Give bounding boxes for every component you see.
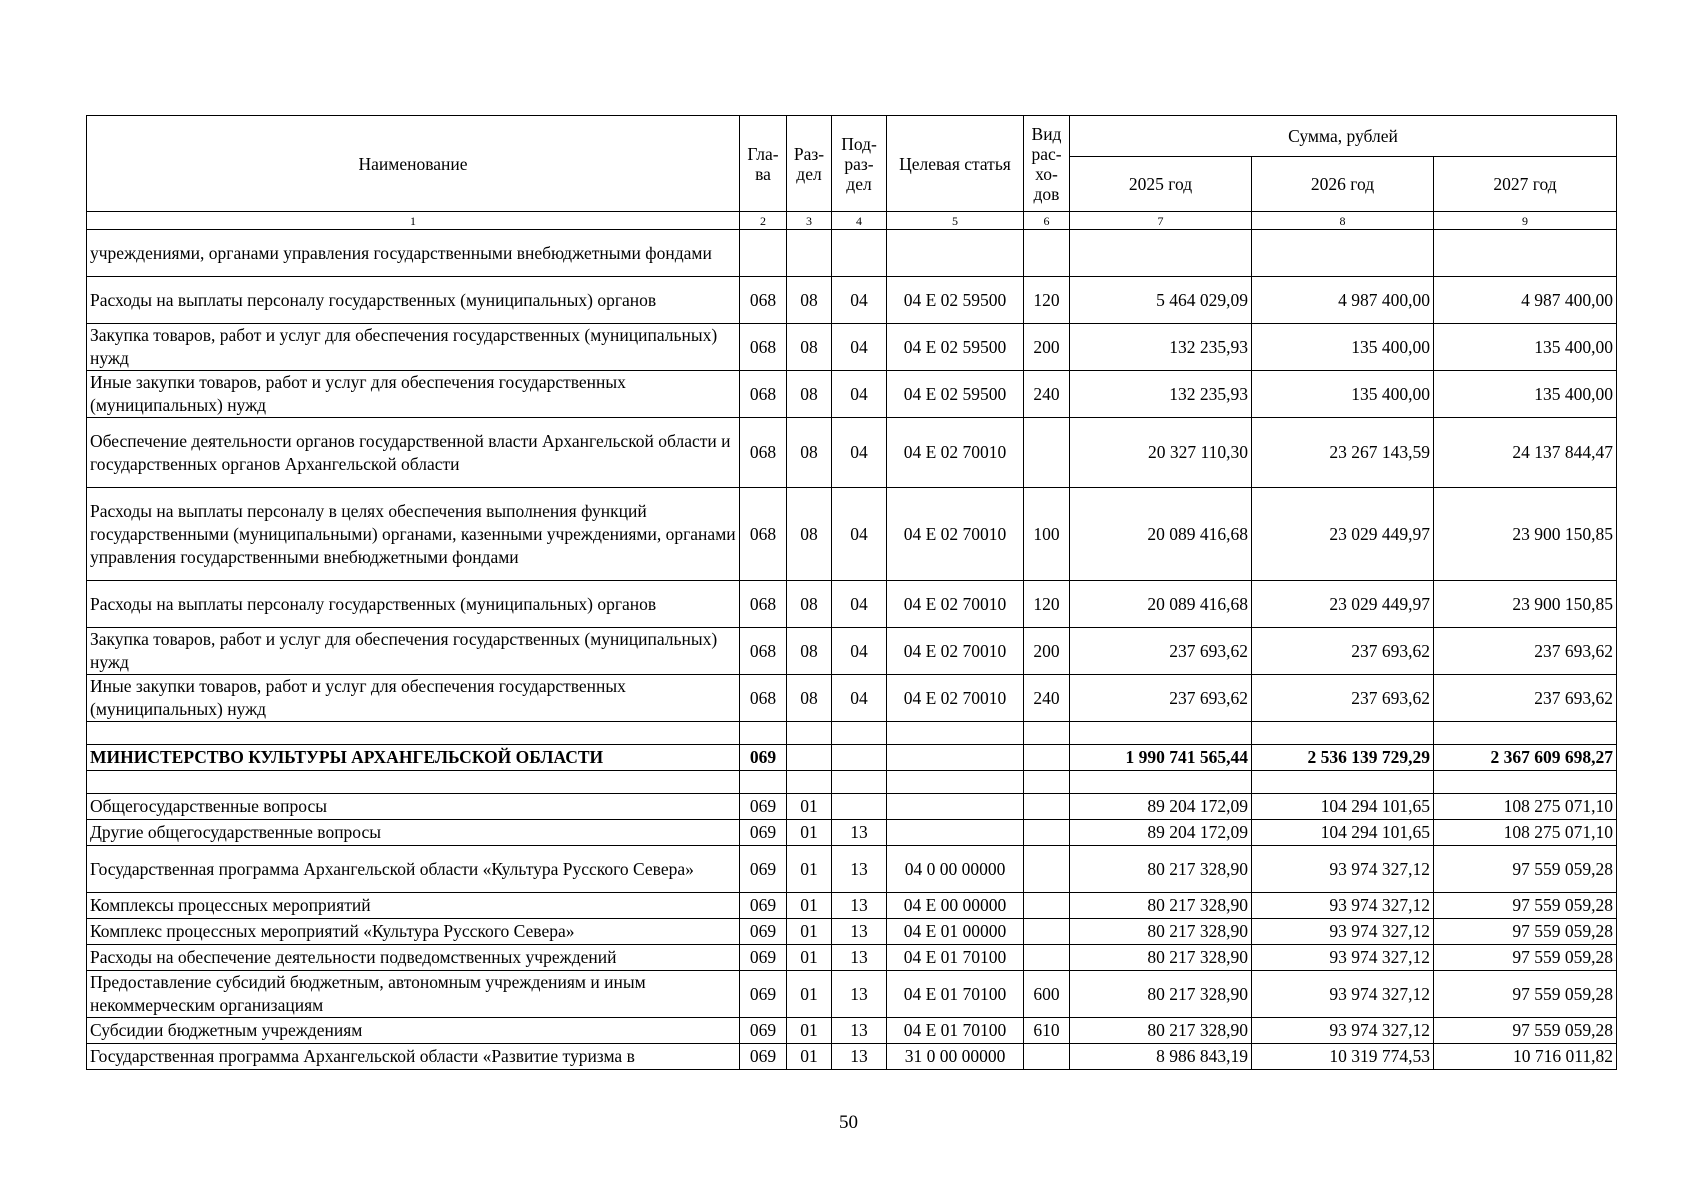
cell-name: Обеспечение деятельности органов государственной власти Архангельской области и государственных органов Архангельской области (87, 418, 740, 488)
cell-podrazdel: 04 (832, 277, 887, 324)
cell-glava: 068 (740, 675, 787, 722)
cell-sum-2026: 2 536 139 729,29 (1252, 745, 1434, 771)
header-razdel: Раз-дел (787, 116, 832, 212)
cell-razdel: 01 (787, 919, 832, 945)
cell-razdel: 01 (787, 945, 832, 971)
cell-name: МИНИСТЕРСТВО КУЛЬТУРЫ АРХАНГЕЛЬСКОЙ ОБЛАСТИ (87, 745, 740, 771)
header-glava: Гла-ва (740, 116, 787, 212)
cell-sum-2026: 93 974 327,12 (1252, 945, 1434, 971)
cell-sum-2027: 97 559 059,28 (1434, 846, 1617, 893)
cell-sum-2026: 93 974 327,12 (1252, 893, 1434, 919)
cell-sum-2027: 108 275 071,10 (1434, 820, 1617, 846)
cell-vid-rashodov (1024, 722, 1070, 745)
cell-name: Другие общегосударственные вопросы (87, 820, 740, 846)
cell-podrazdel: 13 (832, 893, 887, 919)
cell-podrazdel: 13 (832, 846, 887, 893)
cell-sum-2025: 80 217 328,90 (1070, 945, 1252, 971)
cell-razdel: 01 (787, 820, 832, 846)
table-row (87, 971, 1617, 1018)
cell-name: учреждениями, органами управления государственными внебюджетными фондами (87, 230, 740, 277)
cell-sum-2025: 80 217 328,90 (1070, 846, 1252, 893)
cell-celevaya-statya: 04 Е 01 00000 (887, 919, 1024, 945)
table-row (87, 581, 1617, 628)
cell-name: Субсидии бюджетным учреждениям (87, 1018, 740, 1044)
cell-podrazdel: 04 (832, 488, 887, 581)
cell-sum-2027: 135 400,00 (1434, 324, 1617, 371)
cell-razdel: 01 (787, 1018, 832, 1044)
cell-razdel: 08 (787, 488, 832, 581)
table-row (87, 771, 1617, 794)
cell-sum-2026: 237 693,62 (1252, 628, 1434, 675)
cell-razdel (787, 230, 832, 277)
table-row (87, 230, 1617, 277)
cell-sum-2027: 135 400,00 (1434, 371, 1617, 418)
table-row (87, 324, 1617, 371)
cell-celevaya-statya: 04 Е 02 70010 (887, 581, 1024, 628)
cell-vid-rashodov: 120 (1024, 581, 1070, 628)
table-row (87, 846, 1617, 893)
cell-sum-2025: 8 986 843,19 (1070, 1044, 1252, 1070)
cell-sum-2027: 23 900 150,85 (1434, 488, 1617, 581)
cell-name (87, 771, 740, 794)
cell-podrazdel: 04 (832, 628, 887, 675)
table-row (87, 418, 1617, 488)
cell-podrazdel: 13 (832, 820, 887, 846)
cell-glava: 068 (740, 628, 787, 675)
cell-glava: 069 (740, 745, 787, 771)
cell-sum-2026: 23 267 143,59 (1252, 418, 1434, 488)
cell-glava (740, 230, 787, 277)
cell-sum-2025 (1070, 771, 1252, 794)
table-row (87, 919, 1617, 945)
cell-name: Расходы на обеспечение деятельности подведомственных учреждений (87, 945, 740, 971)
cell-vid-rashodov (1024, 418, 1070, 488)
cell-sum-2027: 97 559 059,28 (1434, 971, 1617, 1018)
cell-celevaya-statya (887, 820, 1024, 846)
cell-razdel (787, 771, 832, 794)
cell-vid-rashodov (1024, 230, 1070, 277)
cell-sum-2025: 89 204 172,09 (1070, 794, 1252, 820)
cell-name: Общегосударственные вопросы (87, 794, 740, 820)
cell-sum-2025: 20 089 416,68 (1070, 581, 1252, 628)
cell-razdel: 01 (787, 794, 832, 820)
cell-razdel: 01 (787, 1044, 832, 1070)
cell-glava: 069 (740, 893, 787, 919)
cell-glava: 069 (740, 919, 787, 945)
cell-vid-rashodov: 100 (1024, 488, 1070, 581)
column-number: 2 (740, 212, 787, 230)
cell-glava: 069 (740, 945, 787, 971)
cell-glava: 069 (740, 820, 787, 846)
cell-sum-2025: 237 693,62 (1070, 628, 1252, 675)
cell-sum-2027 (1434, 230, 1617, 277)
cell-razdel: 08 (787, 277, 832, 324)
cell-podrazdel (832, 722, 887, 745)
table-row (87, 371, 1617, 418)
cell-vid-rashodov: 240 (1024, 371, 1070, 418)
cell-vid-rashodov: 120 (1024, 277, 1070, 324)
cell-sum-2025: 237 693,62 (1070, 675, 1252, 722)
cell-celevaya-statya: 31 0 00 00000 (887, 1044, 1024, 1070)
table-row (87, 722, 1617, 745)
header-year-2026: 2026 год (1252, 157, 1434, 212)
cell-sum-2025 (1070, 722, 1252, 745)
cell-sum-2027: 97 559 059,28 (1434, 919, 1617, 945)
cell-celevaya-statya: 04 Е 02 59500 (887, 371, 1024, 418)
header-podrazdel: Под-раз-дел (832, 116, 887, 212)
cell-vid-rashodov: 240 (1024, 675, 1070, 722)
cell-sum-2025: 5 464 029,09 (1070, 277, 1252, 324)
table-row (87, 893, 1617, 919)
table-row (87, 820, 1617, 846)
table-row (87, 794, 1617, 820)
cell-sum-2025: 80 217 328,90 (1070, 971, 1252, 1018)
cell-name: Расходы на выплаты персоналу государственных (муниципальных) органов (87, 581, 740, 628)
column-numbers-row (87, 212, 1617, 230)
column-number: 4 (832, 212, 887, 230)
cell-podrazdel: 04 (832, 324, 887, 371)
cell-razdel: 01 (787, 893, 832, 919)
cell-sum-2025: 1 990 741 565,44 (1070, 745, 1252, 771)
table-row (87, 1018, 1617, 1044)
table-row (87, 745, 1617, 771)
cell-podrazdel: 04 (832, 675, 887, 722)
cell-sum-2026 (1252, 722, 1434, 745)
table-row (87, 1044, 1617, 1070)
cell-name: Предоставление субсидий бюджетным, автономным учреждениям и иным некоммерческим организациям (87, 971, 740, 1018)
cell-sum-2026: 23 029 449,97 (1252, 581, 1434, 628)
table-row (87, 628, 1617, 675)
cell-sum-2025: 132 235,93 (1070, 371, 1252, 418)
cell-podrazdel: 13 (832, 1044, 887, 1070)
cell-celevaya-statya: 04 Е 02 59500 (887, 277, 1024, 324)
cell-sum-2026: 135 400,00 (1252, 324, 1434, 371)
cell-celevaya-statya: 04 Е 02 70010 (887, 628, 1024, 675)
cell-vid-rashodov (1024, 794, 1070, 820)
cell-sum-2027: 237 693,62 (1434, 628, 1617, 675)
cell-vid-rashodov (1024, 1044, 1070, 1070)
cell-celevaya-statya (887, 230, 1024, 277)
cell-razdel: 08 (787, 675, 832, 722)
cell-podrazdel: 13 (832, 919, 887, 945)
cell-glava: 069 (740, 1044, 787, 1070)
cell-sum-2027: 2 367 609 698,27 (1434, 745, 1617, 771)
cell-celevaya-statya: 04 Е 02 70010 (887, 488, 1024, 581)
cell-name: Закупка товаров, работ и услуг для обеспечения государственных (муниципальных) нужд (87, 628, 740, 675)
cell-vid-rashodov: 610 (1024, 1018, 1070, 1044)
cell-sum-2026: 104 294 101,65 (1252, 820, 1434, 846)
cell-sum-2026: 93 974 327,12 (1252, 971, 1434, 1018)
header-year-2027: 2027 год (1434, 157, 1617, 212)
cell-celevaya-statya (887, 722, 1024, 745)
cell-glava: 069 (740, 971, 787, 1018)
cell-razdel: 01 (787, 846, 832, 893)
cell-celevaya-statya: 04 0 00 00000 (887, 846, 1024, 893)
cell-podrazdel: 04 (832, 581, 887, 628)
column-number: 8 (1252, 212, 1434, 230)
cell-sum-2025: 20 089 416,68 (1070, 488, 1252, 581)
cell-name: Расходы на выплаты персоналу в целях обеспечения выполнения функций государственными (муниципальными) органами, казенными учреждениями, органами управления государственными внебюджетными фондами (87, 488, 740, 581)
cell-vid-rashodov (1024, 745, 1070, 771)
cell-vid-rashodov (1024, 919, 1070, 945)
table-row (87, 945, 1617, 971)
cell-sum-2027: 24 137 844,47 (1434, 418, 1617, 488)
cell-sum-2026: 104 294 101,65 (1252, 794, 1434, 820)
cell-celevaya-statya (887, 771, 1024, 794)
cell-celevaya-statya: 04 Е 01 70100 (887, 971, 1024, 1018)
cell-sum-2026 (1252, 771, 1434, 794)
column-number: 5 (887, 212, 1024, 230)
cell-name: Иные закупки товаров, работ и услуг для обеспечения государственных (муниципальных) нужд (87, 371, 740, 418)
cell-razdel (787, 745, 832, 771)
table-header (87, 116, 1617, 230)
cell-sum-2027: 10 716 011,82 (1434, 1044, 1617, 1070)
cell-glava: 069 (740, 1018, 787, 1044)
cell-vid-rashodov (1024, 846, 1070, 893)
cell-vid-rashodov (1024, 893, 1070, 919)
cell-celevaya-statya (887, 745, 1024, 771)
cell-sum-2025: 132 235,93 (1070, 324, 1252, 371)
cell-sum-2025: 89 204 172,09 (1070, 820, 1252, 846)
cell-glava: 068 (740, 371, 787, 418)
cell-celevaya-statya: 04 Е 02 70010 (887, 418, 1024, 488)
cell-name: Комплексы процессных мероприятий (87, 893, 740, 919)
cell-vid-rashodov: 200 (1024, 628, 1070, 675)
cell-celevaya-statya: 04 Е 02 70010 (887, 675, 1024, 722)
column-number: 9 (1434, 212, 1617, 230)
header-year-2025: 2025 год (1070, 157, 1252, 212)
cell-name: Государственная программа Архангельской области «Культура Русского Севера» (87, 846, 740, 893)
document-page (86, 115, 1616, 1070)
cell-name: Государственная программа Архангельской области «Развитие туризма в (87, 1044, 740, 1070)
cell-glava (740, 722, 787, 745)
cell-sum-2026: 4 987 400,00 (1252, 277, 1434, 324)
cell-celevaya-statya (887, 794, 1024, 820)
cell-sum-2026 (1252, 230, 1434, 277)
cell-name: Комплекс процессных мероприятий «Культура Русского Севера» (87, 919, 740, 945)
cell-razdel: 01 (787, 971, 832, 1018)
table-body (87, 230, 1617, 1070)
cell-sum-2026: 237 693,62 (1252, 675, 1434, 722)
cell-podrazdel: 13 (832, 1018, 887, 1044)
cell-sum-2027: 23 900 150,85 (1434, 581, 1617, 628)
cell-vid-rashodov (1024, 820, 1070, 846)
cell-glava: 068 (740, 488, 787, 581)
cell-podrazdel: 13 (832, 971, 887, 1018)
cell-sum-2027: 237 693,62 (1434, 675, 1617, 722)
cell-glava: 069 (740, 846, 787, 893)
table-row (87, 277, 1617, 324)
cell-podrazdel: 13 (832, 945, 887, 971)
column-number: 3 (787, 212, 832, 230)
cell-sum-2027: 4 987 400,00 (1434, 277, 1617, 324)
cell-celevaya-statya: 04 Е 00 00000 (887, 893, 1024, 919)
cell-sum-2027: 108 275 071,10 (1434, 794, 1617, 820)
cell-vid-rashodov (1024, 771, 1070, 794)
cell-sum-2026: 93 974 327,12 (1252, 919, 1434, 945)
cell-sum-2026: 93 974 327,12 (1252, 846, 1434, 893)
cell-sum-2025: 80 217 328,90 (1070, 1018, 1252, 1044)
cell-sum-2025: 80 217 328,90 (1070, 919, 1252, 945)
cell-sum-2027 (1434, 771, 1617, 794)
cell-razdel: 08 (787, 324, 832, 371)
cell-vid-rashodov: 200 (1024, 324, 1070, 371)
cell-glava: 068 (740, 324, 787, 371)
cell-vid-rashodov: 600 (1024, 971, 1070, 1018)
cell-glava: 068 (740, 581, 787, 628)
column-number: 7 (1070, 212, 1252, 230)
cell-celevaya-statya: 04 Е 02 59500 (887, 324, 1024, 371)
cell-glava (740, 771, 787, 794)
cell-celevaya-statya: 04 Е 01 70100 (887, 945, 1024, 971)
table-row (87, 675, 1617, 722)
cell-sum-2027 (1434, 722, 1617, 745)
table-row (87, 488, 1617, 581)
cell-celevaya-statya: 04 Е 01 70100 (887, 1018, 1024, 1044)
cell-sum-2027: 97 559 059,28 (1434, 945, 1617, 971)
cell-name: Закупка товаров, работ и услуг для обеспечения государственных (муниципальных) нужд (87, 324, 740, 371)
cell-podrazdel (832, 230, 887, 277)
cell-name (87, 722, 740, 745)
cell-sum-2025: 20 327 110,30 (1070, 418, 1252, 488)
cell-razdel: 08 (787, 371, 832, 418)
cell-sum-2025 (1070, 230, 1252, 277)
cell-sum-2026: 10 319 774,53 (1252, 1044, 1434, 1070)
cell-podrazdel (832, 794, 887, 820)
cell-razdel: 08 (787, 628, 832, 675)
cell-podrazdel: 04 (832, 418, 887, 488)
cell-podrazdel: 04 (832, 371, 887, 418)
budget-table (86, 115, 1617, 1070)
cell-razdel (787, 722, 832, 745)
header-celevaya-statya: Целевая статья (887, 116, 1024, 212)
cell-sum-2025: 80 217 328,90 (1070, 893, 1252, 919)
page-number: 50 (839, 1112, 858, 1133)
header-name: Наименование (87, 116, 740, 212)
cell-name: Иные закупки товаров, работ и услуг для обеспечения государственных (муниципальных) нужд (87, 675, 740, 722)
cell-razdel: 08 (787, 418, 832, 488)
column-number: 6 (1024, 212, 1070, 230)
cell-vid-rashodov (1024, 945, 1070, 971)
column-number: 1 (87, 212, 740, 230)
cell-glava: 068 (740, 277, 787, 324)
cell-glava: 069 (740, 794, 787, 820)
header-summa: Сумма, рублей (1070, 116, 1617, 157)
cell-sum-2027: 97 559 059,28 (1434, 1018, 1617, 1044)
cell-name: Расходы на выплаты персоналу государственных (муниципальных) органов (87, 277, 740, 324)
cell-razdel: 08 (787, 581, 832, 628)
cell-sum-2026: 23 029 449,97 (1252, 488, 1434, 581)
header-vid-rashodov: Вид рас-хо-дов (1024, 116, 1070, 212)
cell-podrazdel (832, 745, 887, 771)
cell-glava: 068 (740, 418, 787, 488)
cell-sum-2026: 135 400,00 (1252, 371, 1434, 418)
cell-sum-2027: 97 559 059,28 (1434, 893, 1617, 919)
cell-podrazdel (832, 771, 887, 794)
cell-sum-2026: 93 974 327,12 (1252, 1018, 1434, 1044)
